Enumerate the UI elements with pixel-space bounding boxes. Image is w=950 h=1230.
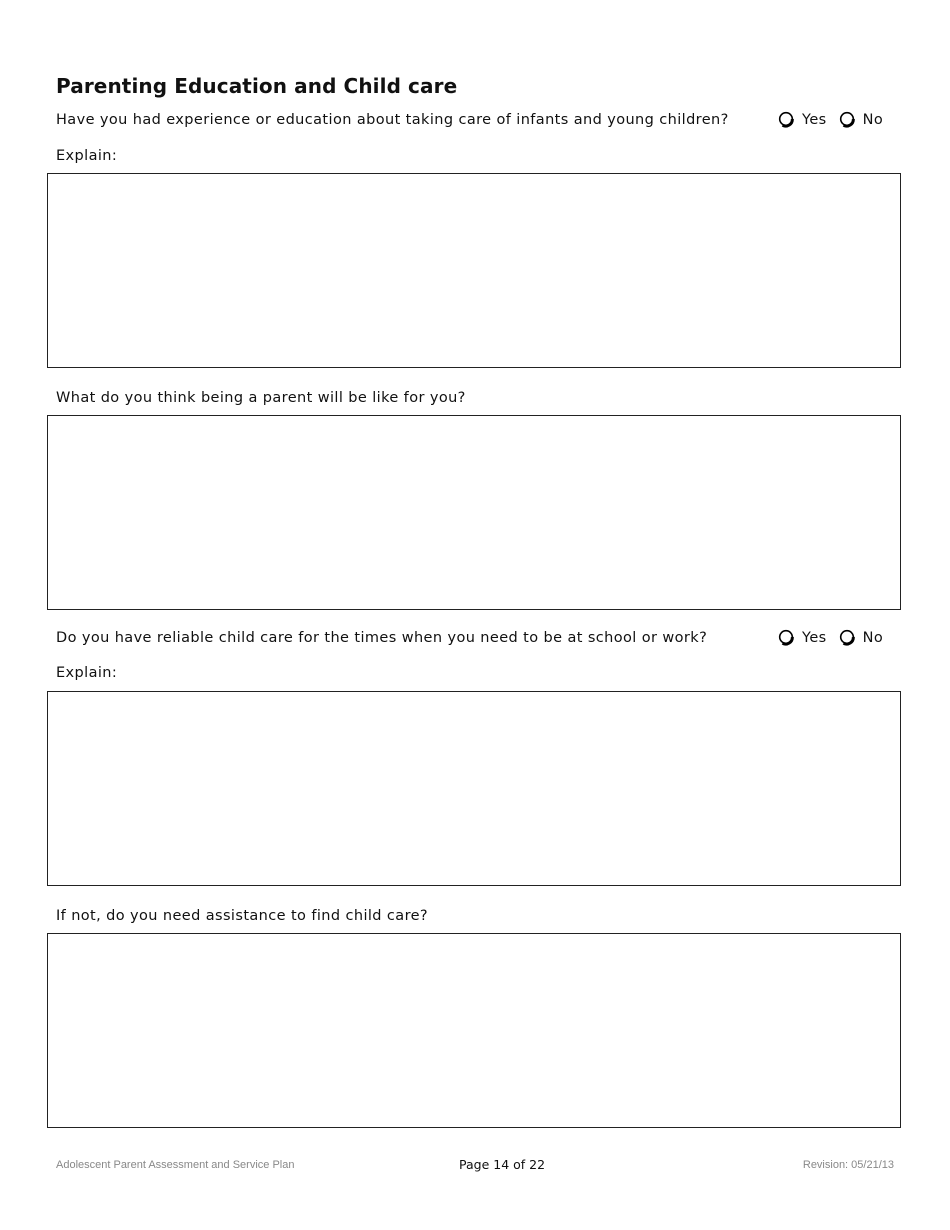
radio-circle-icon [778,629,795,646]
radio-no-experience[interactable] [839,111,884,128]
radio-yes-label: Yes [802,111,827,128]
footer-page-number: Page 14 of 22 [459,1157,546,1172]
radio-no-label: No [862,111,884,128]
radio-yes-label: Yes [802,629,827,646]
question-parent-expectation: What do you think being a parent will be like for you? [56,390,466,406]
child-care-assistance-textarea[interactable] [47,933,901,1128]
radio-yes-child-care[interactable] [778,629,827,646]
question-experience: Have you had experience or education about taking care of infants and young children? [56,112,729,128]
radio-no-child-care[interactable] [839,629,884,646]
footer-revision: Revision: 05/21/13 [802,1159,894,1171]
radio-circle-icon [839,111,856,128]
section-title: Parenting Education and Child care [56,74,458,98]
footer-document-title: Adolescent Parent Assessment and Service Plan [56,1159,295,1171]
radio-circle-icon [839,629,856,646]
radio-no-label: No [862,629,884,646]
question-reliable-child-care: Do you have reliable child care for the times when you need to be at school or work? [56,630,708,646]
question-child-care-assistance: If not, do you need assistance to find child care? [56,908,429,924]
parent-expectation-textarea[interactable] [47,415,901,610]
yes-no-group-experience [778,111,895,128]
radio-circle-icon [778,111,795,128]
explain-label: Explain: [56,148,118,164]
explain-child-care-textarea[interactable] [47,691,901,886]
explain-experience-textarea[interactable] [47,173,901,368]
radio-yes-experience[interactable] [778,111,827,128]
yes-no-group-child-care [778,629,895,646]
explain-label: Explain: [56,665,118,681]
